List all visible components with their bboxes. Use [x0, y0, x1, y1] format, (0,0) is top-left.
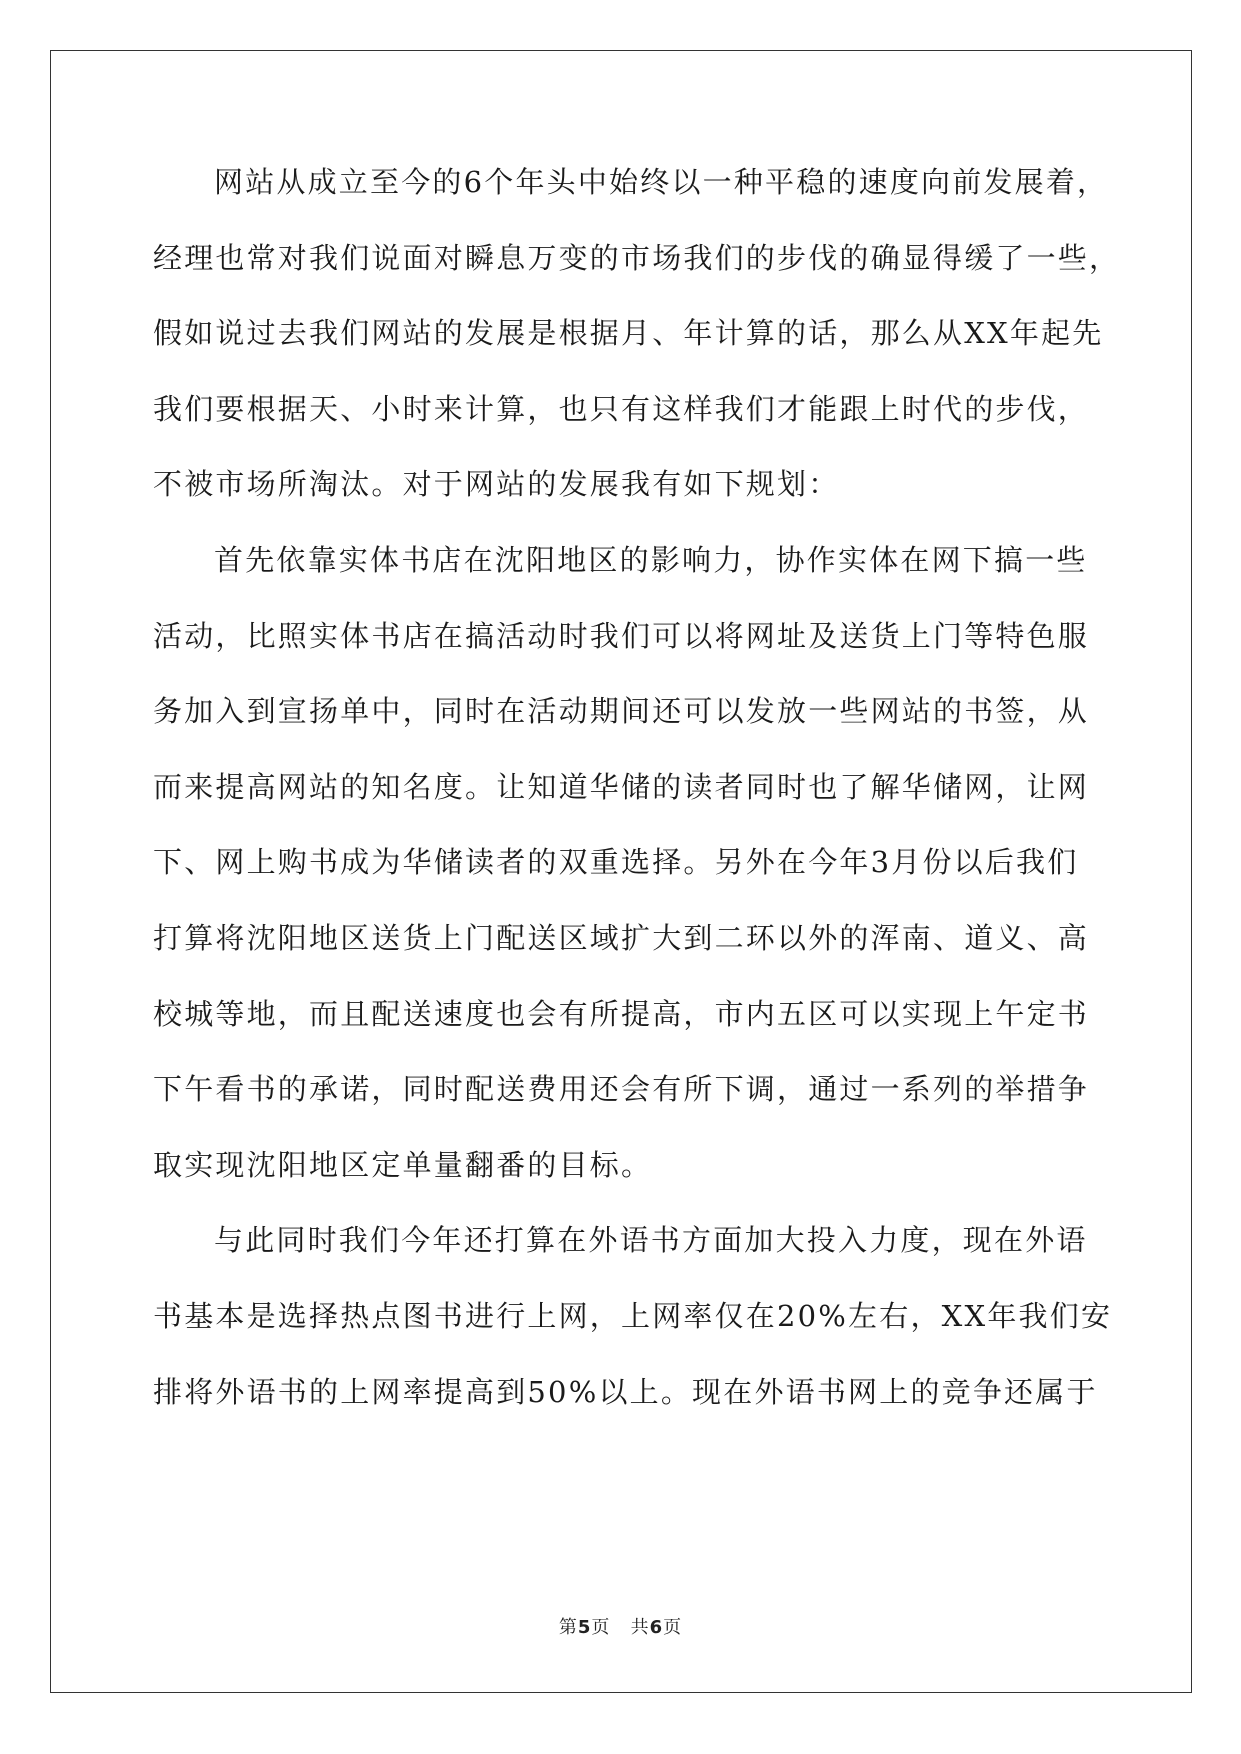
- text-line: 经理也常对我们说面对瞬息万变的市场我们的步伐的确显得缓了一些，: [153, 240, 1121, 275]
- text-line: 我们要根据天、小时来计算，也只有这样我们才能跟上时代的步伐，: [153, 391, 1090, 426]
- footer-prefix: 第: [558, 1617, 578, 1638]
- text-line: 校城等地，而且配送速度也会有所提高，市内五区可以实现上午定书: [153, 996, 1090, 1031]
- footer-total-suffix: 页: [663, 1617, 683, 1638]
- footer-page-suffix: 页: [591, 1617, 611, 1638]
- text-line: 务加入到宣扬单中，同时在活动期间还可以发放一些网站的书签，从: [153, 694, 1090, 729]
- document-body: [153, 162, 1121, 1447]
- text-line: 假如说过去我们网站的发展是根据月、年计算的话，那么从XX年起先: [153, 316, 1104, 351]
- footer-total-prefix: 共: [630, 1617, 650, 1638]
- current-page-number: 5: [577, 1617, 592, 1638]
- text-line: 首先依靠实体书店在沈阳地区的影响力，协作实体在网下搞一些: [214, 542, 1088, 577]
- text-line: 取实现沈阳地区定单量翻番的目标。: [153, 1147, 653, 1182]
- text-line: 与此同时我们今年还打算在外语书方面加大投入力度，现在外语: [214, 1223, 1088, 1258]
- text-line: 活动，比照实体书店在搞活动时我们可以将网址及送货上门等特色服: [153, 618, 1090, 653]
- text-line: 下午看书的承诺，同时配送费用还会有所下调，通过一系列的举措争: [153, 1072, 1090, 1107]
- text-line: 书基本是选择热点图书进行上网，上网率仅在20%左右，XX年我们安: [153, 1298, 1113, 1333]
- total-pages-number: 6: [649, 1617, 664, 1638]
- text-line: 而来提高网站的知名度。让知道华储的读者同时也了解华储网，让网: [153, 769, 1090, 804]
- text-line: 网站从成立至今的6个年头中始终以一种平稳的速度向前发展着，: [214, 165, 1109, 199]
- text-line: 排将外语书的上网率提高到50%以上。现在外语书网上的竞争还属于: [153, 1374, 1098, 1409]
- text-line: 不被市场所淘汰。对于网站的发展我有如下规划：: [153, 467, 840, 502]
- text-line: 下、网上购书成为华储读者的双重选择。另外在今年3月份以后我们: [153, 845, 1079, 880]
- page-footer: [0, 1613, 1241, 1639]
- text-line: 打算将沈阳地区送货上门配送区域扩大到二环以外的浑南、道义、高: [153, 920, 1090, 955]
